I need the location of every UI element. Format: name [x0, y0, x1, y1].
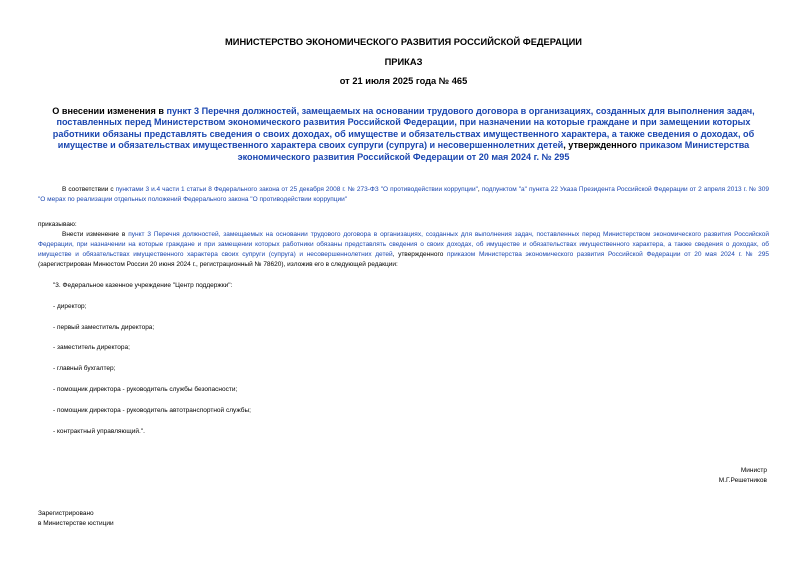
list-item: - первый заместитель директора; — [53, 323, 155, 331]
list-item: "3. Федеральное казенное учреждение "Центр поддержки": — [53, 282, 233, 289]
item-text-2: , утвержденного — [392, 251, 447, 259]
document-date-number: от 21 июля 2025 года № 465 — [339, 76, 468, 86]
list-item: - заместитель директора; — [53, 344, 130, 352]
list-item: - главный бухгалтер; — [53, 365, 116, 373]
registration-line-2: в Министерстве юстиции — [38, 520, 114, 528]
item-text-1: Внести изменение в — [62, 231, 129, 238]
document-type: ПРИКАЗ — [384, 57, 423, 67]
ministry-heading: МИНИСТЕРСТВО ЭКОНОМИЧЕСКОГО РАЗВИТИЯ РОССИЙСКОЙ ФЕДЕРАЦИИ — [225, 37, 582, 47]
list-item: - помощник директора - руководитель автотранспортной службы; — [53, 406, 251, 414]
title-text-2: , утвержденного — [563, 140, 640, 151]
title-text-1: О внесении изменения в — [52, 106, 167, 116]
title-link-list-item-3[interactable]: пункт 3 Перечня должностей, замещаемых на основании трудового договора в организациях, созданных для выполнения задач, поставленных перед Министерством экономического развития Российской Федерации, при назначении на которые граждане и при замещении которых работники обязаны представлять сведения о своих доходах, об имуществе и обязательствах имущественного характера, а также сведения о доходах, об имуществе и обязательствах имущественного характера своих супруги (супруга) и несовершеннолетних детей — [52, 106, 755, 151]
basis-link-presidential-decree[interactable]: подпунктом "а" пункта 22 Указа Президента Российской Федерации от 2 апреля 2013 г. № 309 "О мерах по реализации отдельных положений Федерального закона "О противодействии коррупции" — [38, 186, 770, 204]
item-link-order-295[interactable]: приказом Министерства экономического развития Российской Федерации от 20 мая 2024 г. № 295 — [446, 251, 769, 259]
title-link-order-295[interactable]: приказом Министерства экономического развития Российской Федерации от 20 мая 2024 г. № 295 — [237, 140, 750, 162]
registration-note — [38, 509, 114, 529]
item-link-list-item-3[interactable]: пункт 3 Перечня должностей, замещаемых на основании трудового договора в организациях, созданных для выполнения задач, поставленных перед Министерством экономического развития Российской Федерации, при назначении на которые граждане и при замещении которых работники обязаны представлять сведения о своих доходах, об имуществе и обязательствах имущественного характера, а также сведения о доходах, об имуществе и обязательствах имущественного характера своих супруги (супруга) и несовершеннолетних детей — [38, 231, 769, 259]
signatory-position: Министр — [740, 467, 767, 474]
legal-basis-paragraph — [38, 185, 769, 205]
list-item: - контрактный управляющий.". — [53, 427, 145, 435]
signature-block — [719, 466, 767, 486]
basis-text-2: , — [477, 186, 482, 193]
list-item: - помощник директора - руководитель службы безопасности; — [53, 385, 238, 393]
item-text-3: (зарегистрирован Минюстом России 20 июня 2024 г., регистрационный № 78620), изложив его в следующей редакции: — [38, 261, 398, 269]
list-item: - директор; — [53, 302, 87, 310]
orders-word: приказываю: — [38, 221, 77, 228]
basis-text-1: В соответствии с — [62, 186, 116, 193]
document-title — [52, 106, 755, 163]
positions-list — [53, 281, 251, 447]
signatory-name: М.Г.Решетников — [718, 477, 767, 485]
basis-link-federal-law[interactable]: пунктами 3 и.4 части 1 статьи 8 Федерального закона от 25 декабря 2008 г. № 273-ФЗ "О противодействии коррупции" — [115, 186, 478, 193]
registration-line-1: Зарегистрировано — [38, 510, 94, 517]
amendment-paragraph — [38, 230, 769, 270]
